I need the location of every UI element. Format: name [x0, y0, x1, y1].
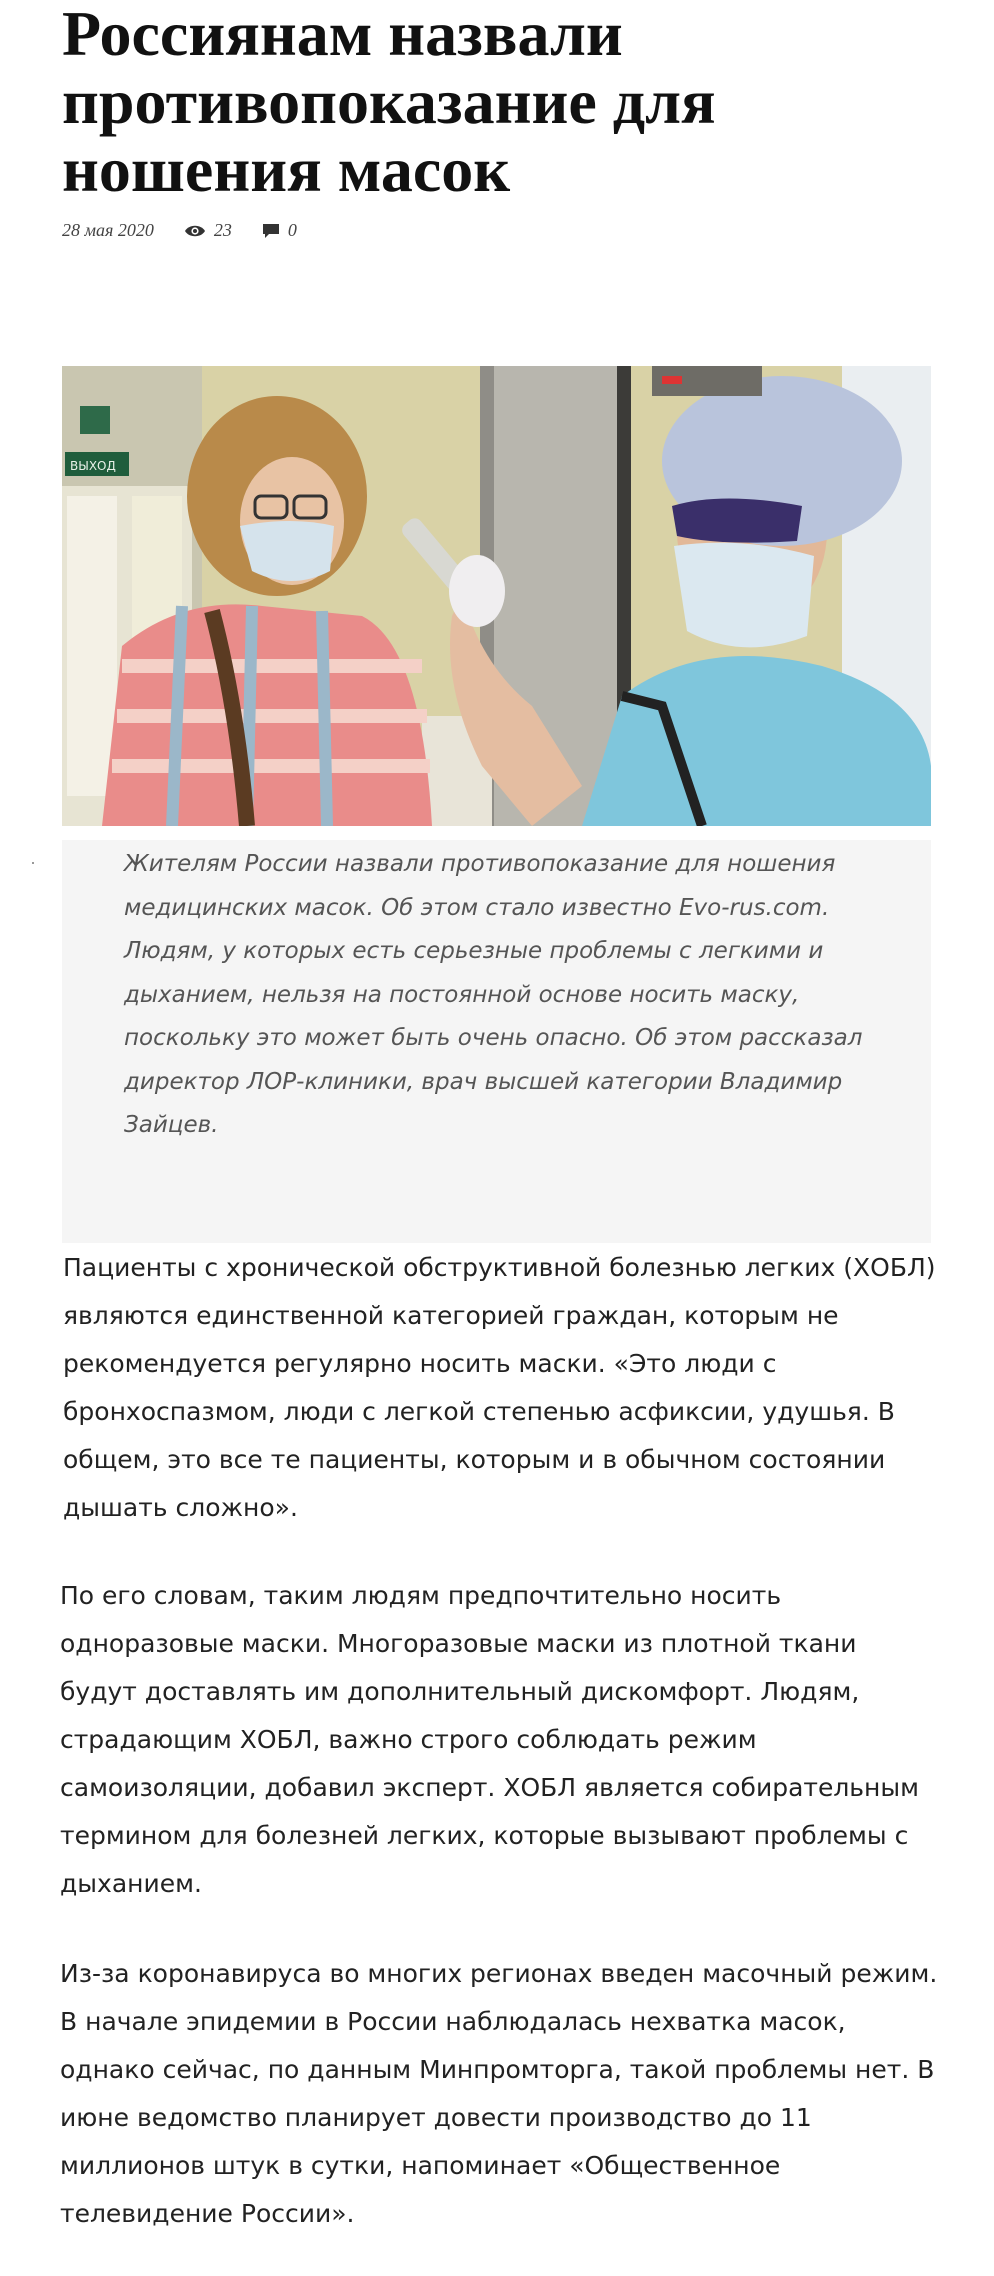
paragraph-1: Пациенты с хронической обструктивной болезнью легких (ХОБЛ) являются единственной категорией граждан, которым не рекомендуется регулярно носить маски. «Это люди с бронхоспазмом, люди с легкой степенью асфиксии, удушья. В общем, это все те пациенты, которым и в обычном состоянии дышать сложно». — [63, 1253, 936, 1522]
photo-illustration — [62, 366, 931, 826]
eye-icon — [184, 224, 206, 238]
article-title: Россиянам назвали противопоказание для ношения масок — [62, 0, 716, 205]
views-item — [184, 220, 232, 241]
article-photo — [62, 366, 931, 826]
paragraph-2: По его словам, таким людям предпочтительно носить одноразовые маски. Многоразовые маски из плотной ткани будут доставлять им дополнительный дискомфорт. Людям, страдающим ХОБЛ, важно строго соблюдать режим самоизоляции, добавил эксперт. ХОБЛ является собирательным термином для болезней легких, которые вызывают проблемы с дыханием. — [60, 1581, 919, 1898]
photo-caption: Жителям России назвали противопоказание для ношения медицинских масок. Об этом стало известно Evo-rus.com. Людям, у которых есть серьезные проблемы с легкими и дыханием, нельзя на постоянной основе носить маску, поскольку это может быть очень опасно. Об этом рассказал директор ЛОР-клиники, врач высшей категории Владимир Зайцев. — [124, 851, 863, 1138]
article-date: 28 мая 2020 — [62, 220, 154, 240]
comments-count: 0 — [287, 220, 297, 240]
comments-item[interactable] — [262, 220, 297, 241]
article-meta — [62, 220, 327, 241]
comment-icon — [262, 223, 280, 239]
date-item — [62, 220, 154, 241]
stray-dot — [32, 862, 34, 864]
exit-sign-text: ВЫХОД — [70, 459, 116, 473]
paragraph-3: Из-за коронавируса во многих регионах введен масочный режим. В начале эпидемии в России наблюдалась нехватка масок, однако сейчас, по данным Минпромторга, такой проблемы нет. В июне ведомство планирует довести производство до 11 миллионов штук в сутки, напоминает «Общественное телевидение России». — [60, 1959, 938, 2228]
views-count: 23 — [213, 220, 232, 240]
